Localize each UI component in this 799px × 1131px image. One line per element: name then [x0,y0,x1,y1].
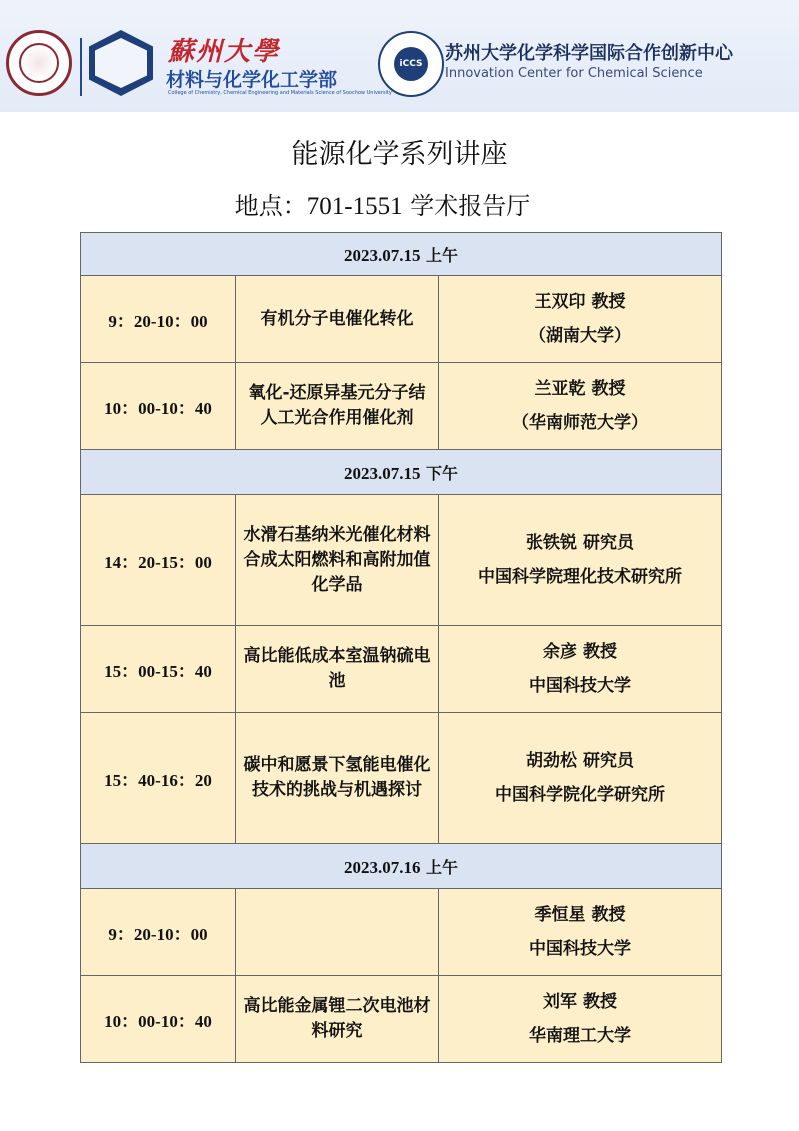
date-row [81,450,722,495]
topic-cell: 碳中和愿景下氢能电催化技术的挑战与机遇探讨 [236,713,439,844]
speaker-name: 王双印 教授 [534,292,626,312]
speaker-name: 兰亚乾 教授 [534,379,626,399]
speaker-affiliation: 中国科技大学 [529,676,631,696]
university-seal-icon [6,30,72,96]
location-room: 701-1551 [306,193,403,220]
time-cell: 15：40-16：20 [81,713,236,844]
period-value: 上午 [426,245,459,265]
location-line [0,186,765,221]
speaker-name: 余彦 教授 [543,642,617,662]
speaker-cell [439,889,722,976]
time-cell: 9：20-10：00 [81,276,236,363]
date-row [81,844,722,889]
time-cell: 10：00-10：40 [81,976,236,1063]
center-name-en: Innovation Center for Chemical Science [445,66,703,81]
location-label: 地点： [234,192,307,220]
speaker-name: 季恒星 教授 [534,905,626,925]
time-cell: 15：00-15：40 [81,626,236,713]
speaker-affiliation: 中国科学院理化技术研究所 [478,567,682,587]
topic-cell: 高比能金属锂二次电池材料研究 [236,976,439,1063]
time-cell: 14：20-15：00 [81,495,236,626]
speaker-cell [439,713,722,844]
page-title: 能源化学系列讲座 [291,139,508,170]
speaker-cell [439,495,722,626]
schedule-table [80,232,722,1063]
iccs-logo-icon [378,31,444,97]
table-row [81,363,722,450]
speaker-affiliation: （华南师范大学） [512,413,648,433]
topic-cell: 水滑石基纳米光催化材料合成太阳燃料和高附加值化学品 [236,495,439,626]
university-calligraphy-logo: 蘇州大學 [168,37,281,67]
date-value: 2023.07.15 [343,463,421,483]
table-row [81,889,722,976]
speaker-affiliation: 中国科技大学 [529,939,631,959]
table-row [81,495,722,626]
table-row [81,276,722,363]
speaker-affiliation: 中国科学院化学研究所 [495,785,665,805]
department-name: 材料与化学化工学部 [166,69,338,91]
topic-cell: 氧化-还原异基元分子结人工光合作用催化剂 [236,363,439,450]
college-emblem-icon [89,30,153,96]
date-value: 2023.07.16 [343,857,421,877]
table-row [81,713,722,844]
header-divider [80,38,82,96]
speaker-cell [439,276,722,363]
date-value: 2023.07.15 [343,245,421,265]
table-row [81,976,722,1063]
topic-cell [236,889,439,976]
speaker-cell [439,626,722,713]
department-english-name: College of Chemistry, Chemical Engineering and Materials Science of Soochow University [168,90,392,96]
time-cell: 9：20-10：00 [81,889,236,976]
iccs-logo-text: iCCS [394,47,428,81]
time-cell: 10：00-10：40 [81,363,236,450]
speaker-affiliation: 华南理工大学 [529,1026,631,1046]
speaker-name: 胡劲松 研究员 [526,751,634,771]
table-row [81,626,722,713]
topic-cell: 高比能低成本室温钠硫电池 [236,626,439,713]
speaker-cell [439,976,722,1063]
speaker-affiliation: （湖南大学） [529,326,631,346]
topic-cell: 有机分子电催化转化 [236,276,439,363]
header-banner [0,0,799,112]
center-name-cn: 苏州大学化学科学国际合作创新中心 [445,43,733,64]
period-value: 下午 [426,463,459,483]
period-value: 上午 [426,857,459,877]
speaker-cell [439,363,722,450]
speaker-name: 刘军 教授 [543,992,617,1012]
date-row [81,233,722,276]
location-hall: 学术报告厅 [410,192,531,220]
speaker-name: 张铁锐 研究员 [526,533,634,553]
